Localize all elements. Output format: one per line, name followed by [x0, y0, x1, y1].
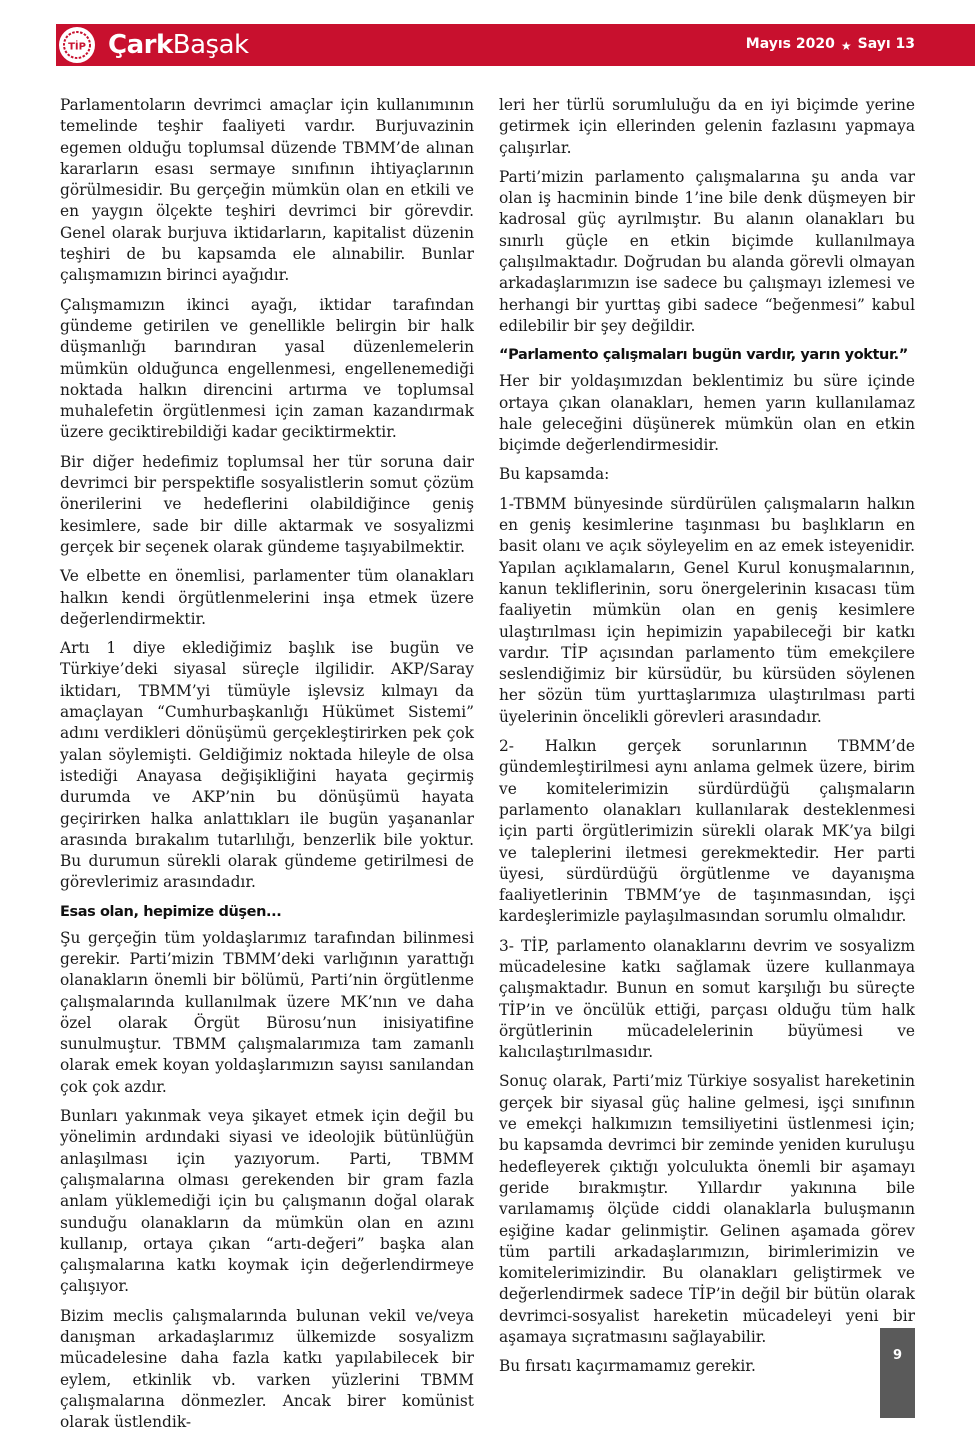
right-column	[499, 95, 915, 1386]
paragraph: leri her türlü sorumluluğu da en iyi biçimde yerine getirmek için ellerinden gelenin fazlasını yapmaya çalışırlar.	[499, 96, 915, 157]
tip-logo	[56, 24, 98, 66]
paragraph: Her bir yoldaşımızdan beklentimiz bu süre içinde ortaya çıkan olanakları, hemen yarın kullanılamaz hale geleceğini düşünerek mümkün olan en etkin biçimde değerlendirmesidir.	[499, 372, 915, 455]
issue-info	[746, 34, 915, 54]
issue-date: Mayıs 2020	[745, 36, 835, 52]
paragraph: Çalışmamızın ikinci ayağı, iktidar tarafından gündeme getirilen ve genellikle belirgin bir halk düşmanlığı barındıran yasal düzenlemelerin mümkün olduğunca engellenmesi, engellenemediği noktada halkın direncini artırma ve toplumsal muhalefetin örgütlenmesi için zaman kazandırmak üzere geciktirebildiği kadar geciktirmektir.	[60, 295, 474, 442]
section-heading: “Parlamento çalışmaları bugün vardır, yarın yoktur.”	[499, 347, 908, 364]
paragraph: Bunları yakınmak veya şikayet etmek için değil bu yönelimin ardındaki siyasi ve ideolojik bütünlüğün anlaşılması için yazıyorum. Parti, TBMM çalışmalarına olması gerekenden bir gram fazla anlam yüklemediği için bu çalışmanın doğal olarak sunduğu olanakların da mümkün olan en azını kullanıp, ortaya çıkan “artı-değeri” başka alan çalışmalarına katkı koymak için değerlendirmeye çalışıyor.	[60, 1107, 474, 1296]
brand-regular: Başak	[172, 30, 249, 60]
paragraph: Bu fırsatı kaçırmamamız gerekir.	[499, 1357, 756, 1376]
logo-text: TİP	[68, 41, 86, 53]
star-wheel-icon	[59, 27, 95, 63]
paragraph: Ve elbette en önemlisi, parlamenter tüm olanakları halkın kendi örgütlenmelerini inşa etmek üzere değerlendirmektir.	[60, 567, 474, 628]
paragraph: Sonuç olarak, Parti’miz Türkiye sosyalist hareketinin gerçek bir siyasal güç haline gelmesi, işçi sınıfının ve emekçi halkımızın temsiliyetini üstlenmesi için; bu kapsamda devrimci bir zeminde yeniden kuruluşu hedefleyerek çıktığı yolculukta önemli bir aşamayı geride bırakmıştır. Yıllardır yakınına bile varılamamış ölçüde ciddi olanaklarla buluşmanın eşiğine kadar gelinmiştir. Gelinen aşamada görev tüm partili arkadaşlarımızın, birimlerimizin ve komitelerimizindir. Bu olanakları geliştirmek ve değerlendirmek sadece TİP’in değil bir bütün olarak devrimci-sosyalist hareketin mücadeleyi yeni bir aşamaya sıçratmasını sağlayabilir.	[499, 1072, 915, 1347]
section-heading: Esas olan, hepimize düşen...	[60, 903, 282, 920]
left-column	[60, 95, 474, 1442]
paragraph: Artı 1 diye eklediğimiz başlık ise bugün ve Türkiye’deki siyasal süreçle ilgilidir. AKP/Saray iktidarı, TBMM’yi tümüyle işlevsiz kılmayı da amaçlayan “Cumhurbaşkanlığı Hükümet Sistemi” adını verdikleri dönüşümü gerçekleştirirken pek çok yalan söylemişti. Geldiğimiz noktada hileyle de olsa istediği Anayasa değişikliğini hayata geçirmiş durumda ve AKP’nin bu dönüşümü hayata geçirirken halka anlattıkları ile bugün yaşananlar arasında bırakalım tutarlılığı, benzerlik bile yoktur. Bu durumun sürekli olarak gündeme getirilmesi de görevlerimiz arasındadır.	[60, 639, 474, 892]
paragraph: Bir diğer hedefimiz toplumsal her tür soruna dair devrimci bir perspektifle sosyalistlerin somut çözüm önerilerini ve hedeflerini olabildiğince geniş kesimlere, sade bir dille aktarmak ve sosyalizmi gerçek bir seçenek olarak gündeme taşıyabilmektir.	[60, 452, 474, 556]
paragraph: 2- Halkın gerçek sorunlarının TBMM’de gündemleştirilmesi aynı anlama gelmek üzere, birim ve komitelerimizin sürdürdüğü çalışmaların parlamento olanakları kullanılarak desteklenmesi için parti örgütlerimizin sürekli olarak MK’ya bilgi ve taleplerini iletmesi gerekmektedir. Her parti üyesi, sürdürdüğü örgütlenme ve dayanışma faaliyetlerinin TBMM’ye de taşınmasından, işçi kardeşlerimizle paylaşılmasından sorumlu olmalıdır.	[499, 737, 915, 926]
paragraph: 1-TBMM bünyesinde sürdürülen çalışmaların halkın en geniş kesimlerine taşınması bu başlıkların en basit olanı ve açık söyleyelim en az emek isteyenidir. Yapılan açıklamaların, Genel Kurul konuşmalarının, kanun tekliflerinin, soru önergelerinin kısacası tüm faaliyetin mümkün olan en geniş kesimlere ulaştırılması için hepimizin yapabileceği bir katkı vardır. TİP açısından parlamento tüm emekçilere seslendiğimiz bir kürsüdür, bu kürsüden söylenen her sözün tüm yurttaşlarımıza ulaştırılması parti üyelerinin öncelikli görevleri arasındadır.	[499, 494, 915, 726]
star-icon: ★	[840, 39, 852, 53]
paragraph: Bizim meclis çalışmalarında bulunan vekil ve/veya danışman arkadaşlarımız ülkemizde sosyalizm mücadelesine daha fazla katkı yapılabilecek bir eylem, etkinlik vb. varken yüzlerini TBMM çalışmalarına dönmezler. Ancak birer komünist olarak üstlendik-	[60, 1306, 474, 1432]
paragraph: Parti’mizin parlamento çalışmalarına şu anda var olan iş hacminin binde 1’ine bile denk düşmeyen bir kadrosal güç ayrılmıştır. Bu alanın olanakları bu sınırlı güçle en etkin biçimde kullanılmaya çalışılmaktadır. Doğrudan bu alanda görevli olmayan arkadaşlarımızın ise sadece bu çalışmayı izlemesi ve herhangi bir yurttaş gibi sadece “beğenmesi” kabul edilebilir bir şey değildir.	[499, 167, 915, 335]
paragraph: Bu kapsamda:	[499, 465, 610, 484]
issue-number: Sayı 13	[857, 36, 915, 52]
paragraph: Şu gerçeğin tüm yoldaşlarımız tarafından bilinmesi gerekir. Parti’mizin TBMM’deki varlığının yarattığı olanakların önemli bir bölümü, Parti’nin örgütlenme çalışmalarında kullanılmak üzere MK’nın ve daha özel olarak Örgüt Bürosu’nun inisiyatifine sunulmuştur. TBMM çalışmalarımıza tam zamanlı olarak emek koyan yoldaşlarımızın sayısı sanılandan çok çok azdır.	[60, 928, 474, 1096]
paragraph: Parlamentoların devrimci amaçlar için kullanımının temelinde teşhir faaliyeti vardır. Burjuvazinin egemen olduğu toplumsal düzende TBMM’de alınan kararların esası sermaye sınıfının ihtiyaçlarının görülmesidir. Bu gerçeğin mümkün olan en etkili ve en yaygın ölçekte teşhiri devrimci bir görevdir. Genel olarak burjuva iktidarların, kapitalist düzenin teşhiri de bu kapsamda ele alınabilir. Bunlar çalışmamızın birinci ayağıdır.	[60, 96, 474, 285]
page-number-tab	[880, 1328, 915, 1418]
paragraph: 3- TİP, parlamento olanaklarını devrim ve sosyalizm mücadelesine katkı sağlamak üzere kullanmaya çalışmaktadır. Bunun en somut karşılığı bu süreçte TİP’in ve öncülük ettiği, parçası olduğu tüm halk örgütlerinin mücadelelerinin büyümesi ve kalıcılaştırılmasıdır.	[499, 936, 915, 1062]
brand-bold: Çark	[108, 30, 173, 60]
page-number: 9	[892, 1348, 903, 1363]
brand-title	[108, 27, 249, 63]
